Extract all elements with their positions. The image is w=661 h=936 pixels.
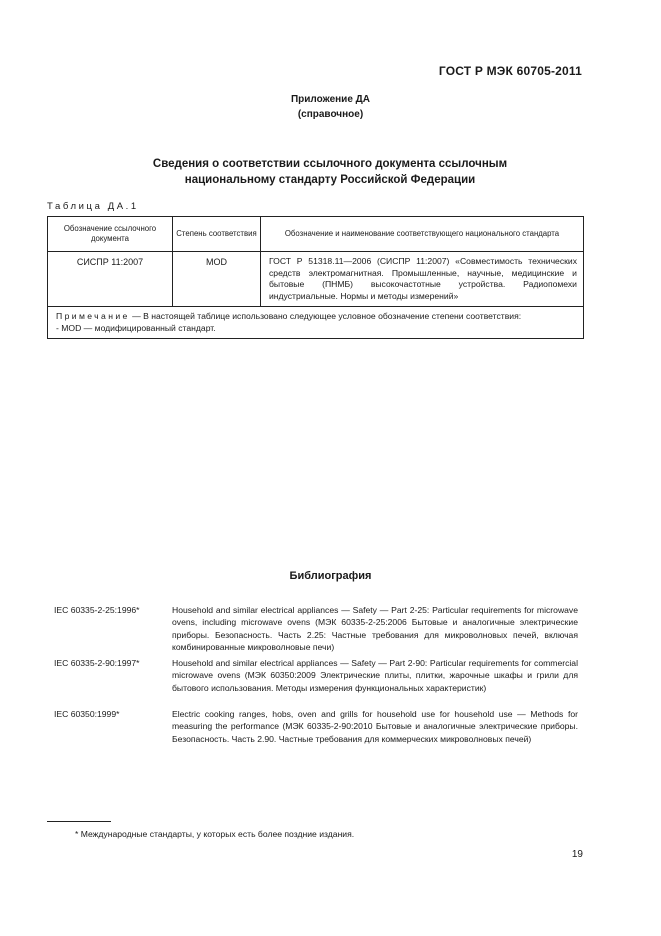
page-number: 19 xyxy=(571,849,583,860)
note-item: - MOD — модифицированный стандарт. xyxy=(56,322,216,333)
bibliography-entry-text: Household and similar electrical appliances — Safety — Part 2-90: Particular requirements for commercial microwave ovens (МЭК 60350:2009 Электрические плиты, плитки, жарочные шкафы и грили для бытового использования. Методы измерения функциональных характеристик) xyxy=(172,658,578,693)
correspondence-table xyxy=(47,216,584,339)
cell-reference: СИСПР 11:2007 xyxy=(48,252,173,307)
cell-national-standard: ГОСТ Р 51318.11—2006 (СИСПР 11:2007) «Совместимость технических средств электромагнитная. Промышленные, научные, медицинские и бытовые (ПНМБ) высокочастотные устройства. Радиопомехи индустриальные. Нормы и методы измерений» xyxy=(261,252,584,307)
table-row xyxy=(48,252,584,307)
table-note xyxy=(48,307,584,338)
annex-title: Приложение ДА xyxy=(290,94,371,105)
section-heading-line-2: национальному стандарту Российской Федерации xyxy=(184,174,476,186)
footnote-divider xyxy=(47,821,111,822)
bibliography-entry xyxy=(54,657,578,694)
footnote: * Международные стандарты, у которых есть более поздние издания. xyxy=(75,829,355,839)
bibliography-entry-code: IEC 60335-2-25:1996* xyxy=(54,605,140,615)
bibliography-entry-code: IEC 60335-2-90:1997* xyxy=(54,658,140,668)
cell-degree: MOD xyxy=(173,252,261,307)
column-header-reference: Обозначение ссылочного документа xyxy=(48,217,173,252)
table-caption: Таблица ДА.1 xyxy=(47,201,139,212)
bibliography-entry-text: Household and similar electrical appliances — Safety — Part 2-25: Particular requirements for microwave ovens, including microwave ovens (МЭК 60335-2-25:2006 Бытовые и аналогичные электрические приборы. Безопасность. Часть 2.25: Частные требования для микроволновых печей, включая комбинированные микроволновые печи) xyxy=(172,605,578,652)
table-header-row xyxy=(48,217,584,252)
bibliography-entry-code: IEC 60350:1999* xyxy=(54,709,120,719)
table-note-row xyxy=(48,307,584,338)
column-header-degree: Степень соответствия xyxy=(173,217,261,252)
bibliography-entry xyxy=(54,708,578,745)
note-paragraph xyxy=(56,311,577,323)
standard-designation: ГОСТ Р МЭК 60705-2011 xyxy=(438,64,582,78)
column-header-national-standard: Обозначение и наименование соответствующего национального стандарта xyxy=(261,217,584,252)
note-label: Примечание xyxy=(56,311,130,322)
bibliography-title: Библиография xyxy=(289,570,372,582)
note-text: — В настоящей таблице использовано следующее условное обозначение степени соответствия: xyxy=(129,311,522,322)
section-heading xyxy=(60,156,600,188)
bibliography-entry xyxy=(54,604,578,653)
bibliography-entry-text: Electric cooking ranges, hobs, oven and grills for household use for household use — Methods for measuring the performance (МЭК 60335-2-90:2010 Бытовые и аналогичные электрические приборы. Безопасность. Часть 2.90. Частные требования для коммерческих микроволновых печей) xyxy=(172,709,578,744)
annex-subtitle: (справочное) xyxy=(297,109,364,120)
section-heading-line-1: Сведения о соответствии ссылочного документа ссылочным xyxy=(152,158,508,170)
